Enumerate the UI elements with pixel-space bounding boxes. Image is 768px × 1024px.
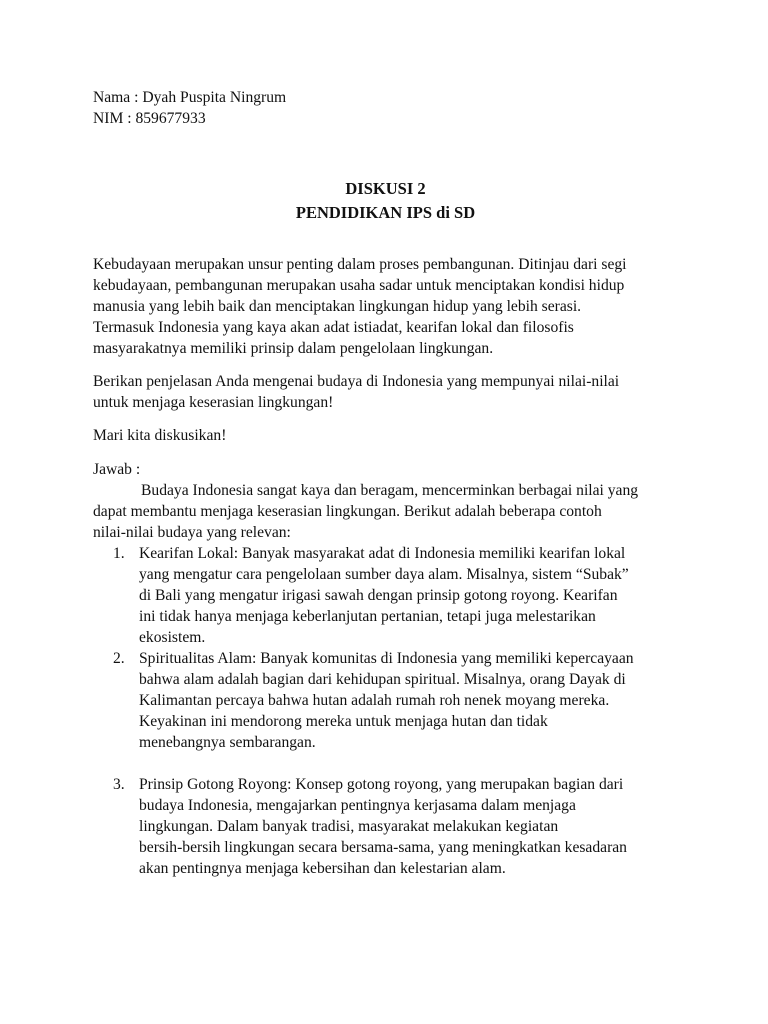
document-title <box>93 177 678 225</box>
text-line: bersih-bersih lingkungan secara bersama-sama, yang meningkatkan kesadaran <box>139 839 627 856</box>
answer-label: Jawab : <box>93 461 141 478</box>
text-line: bahwa alam adalah bagian dari kehidupan spiritual. Misalnya, orang Dayak di <box>139 671 626 688</box>
text-line: akan pentingnya menjaga kebersihan dan kelestarian alam. <box>139 860 506 877</box>
question-paragraph <box>93 371 678 413</box>
text-line: masyarakatnya memiliki prinsip dalam pengelolaan lingkungan. <box>93 340 494 357</box>
document-content <box>93 87 678 879</box>
text-line: kebudayaan, pembangunan merupakan usaha sadar untuk menciptakan kondisi hidup <box>93 277 625 294</box>
text-line: dapat membantu menjaga keserasian lingkungan. Berikut adalah beberapa contoh <box>93 503 602 520</box>
text-line: menebangnya sembarangan. <box>139 734 316 751</box>
student-nim: NIM : 859677933 <box>93 110 206 127</box>
text-line: lingkungan. Dalam banyak tradisi, masyarakat melakukan kegiatan <box>139 818 559 835</box>
text-line: Termasuk Indonesia yang kaya akan adat istiadat, kearifan lokal dan filosofis <box>93 319 574 336</box>
list-item <box>93 774 678 879</box>
text-line: Berikan penjelasan Anda mengenai budaya di Indonesia yang mempunyai nilai-nilai <box>93 373 620 390</box>
text-line: Budaya Indonesia sangat kaya dan beragam, mencerminkan berbagai nilai yang <box>141 482 639 499</box>
text-line: Kearifan Lokal: Banyak masyarakat adat di Indonesia memiliki kearifan lokal <box>139 545 626 562</box>
text-line: Spiritualitas Alam: Banyak komunitas di Indonesia yang memiliki kepercayaan <box>139 650 634 667</box>
text-line: Mari kita diskusikan! <box>93 427 227 444</box>
student-name: Nama : Dyah Puspita Ningrum <box>93 89 287 106</box>
list-item <box>93 648 678 753</box>
prompt-paragraph <box>93 425 678 446</box>
student-info <box>93 87 678 129</box>
title-line-1: DISKUSI 2 <box>345 179 426 198</box>
intro-paragraph <box>93 254 678 359</box>
text-line: yang mengatur cara pengelolaan sumber daya alam. Misalnya, sistem “Subak” <box>139 566 629 583</box>
text-line: di Bali yang mengatur irigasi sawah dengan prinsip gotong royong. Kearifan <box>139 587 618 604</box>
text-line: Keyakinan ini mendorong mereka untuk menjaga hutan dan tidak <box>139 713 548 730</box>
text-line: Prinsip Gotong Royong: Konsep gotong royong, yang merupakan bagian dari <box>139 776 624 793</box>
text-line: Kalimantan percaya bahwa hutan adalah rumah roh nenek moyang mereka. <box>139 692 610 709</box>
title-line-2: PENDIDIKAN IPS di SD <box>295 203 476 222</box>
list-item <box>93 543 678 648</box>
text-line: nilai-nilai budaya yang relevan: <box>93 524 291 541</box>
text-line: budaya Indonesia, mengajarkan pentingnya kerjasama dalam menjaga <box>139 797 576 814</box>
answer-section <box>93 459 678 879</box>
text-line: untuk menjaga keserasian lingkungan! <box>93 394 334 411</box>
text-line: manusia yang lebih baik dan menciptakan lingkungan hidup yang lebih serasi. <box>93 298 582 315</box>
list-number: 1. <box>113 545 125 562</box>
text-line: ini tidak hanya menjaga keberlanjutan pertanian, tetapi juga melestarikan <box>139 608 596 625</box>
values-list <box>93 543 678 879</box>
list-number: 2. <box>113 650 125 667</box>
list-number: 3. <box>113 776 125 793</box>
text-line: Kebudayaan merupakan unsur penting dalam proses pembangunan. Ditinjau dari segi <box>93 256 627 273</box>
text-line: ekosistem. <box>139 629 206 646</box>
